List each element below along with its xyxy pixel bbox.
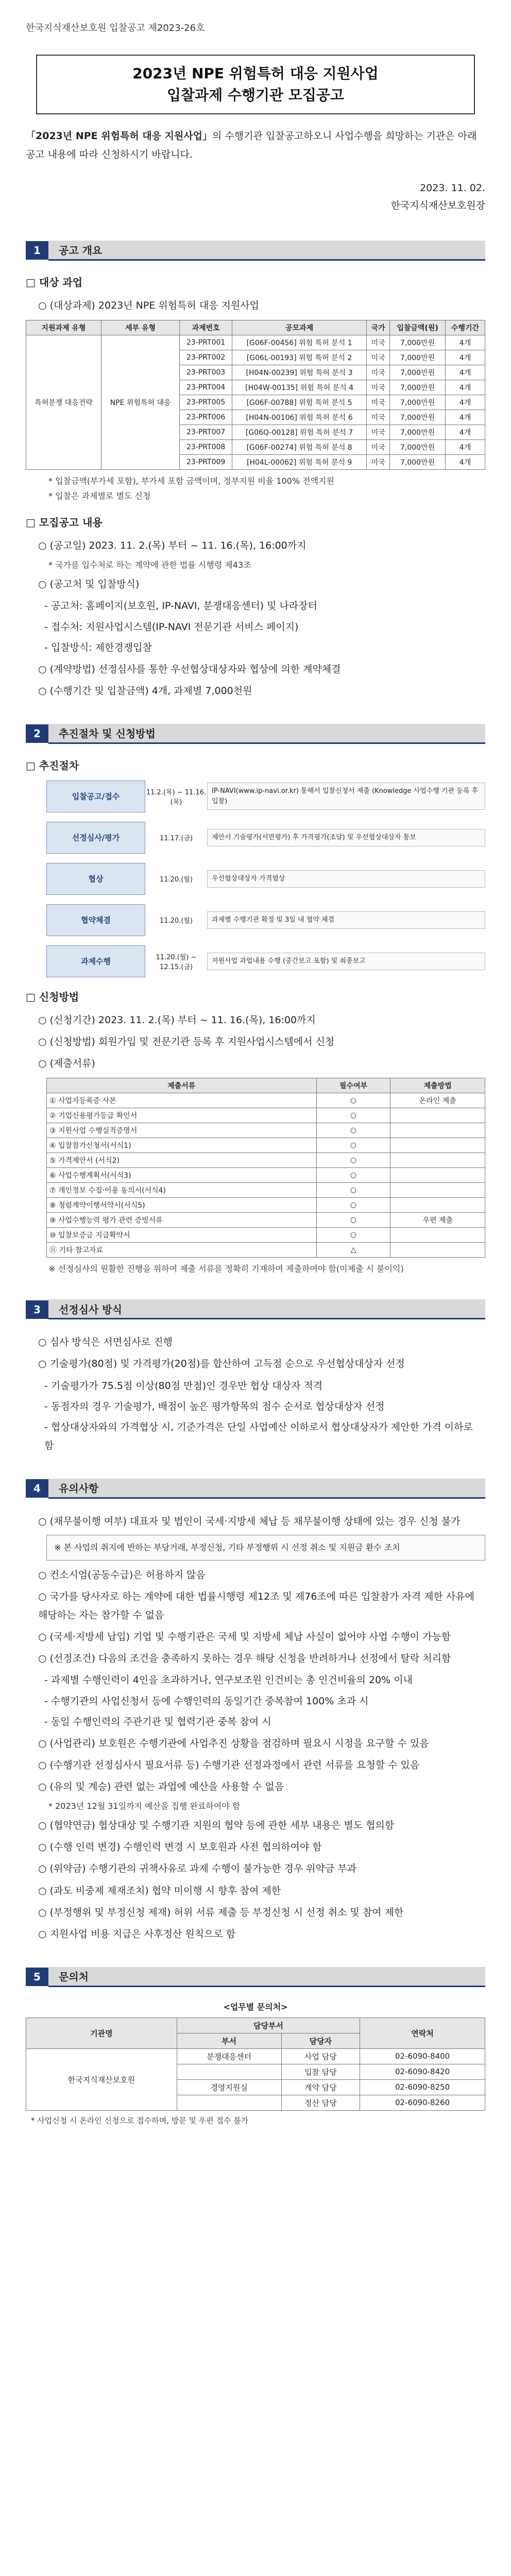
table-cell: 7,000만원 bbox=[390, 335, 446, 350]
table-cell: 입찰 담당 bbox=[281, 2064, 360, 2079]
table-cell: ⑦ 개인정보 수집·이용 동의서(서식4) bbox=[47, 1183, 317, 1198]
table-row bbox=[47, 1213, 485, 1228]
section-number: 4 bbox=[26, 1479, 48, 1498]
recruit-line: ○ (수행기간 및 입찰금액) 4개, 과제별 7,000천원 bbox=[38, 685, 252, 697]
table-cell: 4개 bbox=[446, 335, 485, 350]
table-cell: 미국 bbox=[367, 335, 390, 350]
recruit-line: ○ (공고처 및 입찰방식) bbox=[38, 579, 140, 590]
doc-note: ※ 선정심사의 원활한 진행을 위하여 제출 서류를 정확히 기재하여 제출하여야 함(미제출 시 불이익) bbox=[48, 1264, 404, 1274]
caution-box: ※ 본 사업의 취지에 반하는 부당거래, 부정신청, 기타 부정행위 시 선정 취소 및 지원금 환수 조치 bbox=[46, 1535, 485, 1561]
caution-line: ○ (유의 및 계승) 관련 없는 과업에 예산을 사용할 수 없음 bbox=[38, 1781, 284, 1792]
caution-line: - 수행기관의 사업신청서 등에 수행인력의 동일기간 중복참여 100% 초과 시 bbox=[44, 1695, 369, 1707]
table-cell: 02-6090-8420 bbox=[360, 2064, 485, 2079]
table-row bbox=[47, 1108, 485, 1123]
table-header: 과제번호 bbox=[180, 320, 232, 335]
table-cell: ○ bbox=[316, 1138, 390, 1153]
title-line-2: 입찰과제 수행기관 모집공고 bbox=[166, 87, 345, 104]
intro-paragraph bbox=[26, 127, 485, 164]
table-cell: 4개 bbox=[446, 380, 485, 395]
table-cell bbox=[390, 1153, 485, 1168]
table-cell: 4개 bbox=[446, 410, 485, 425]
table-cell: 23-PRT005 bbox=[180, 395, 232, 410]
table-header: 공모과제 bbox=[232, 320, 367, 335]
section-title: 문의처 bbox=[48, 1967, 485, 1987]
step-date: 11.20.(월) bbox=[159, 876, 193, 884]
table-cell: 미국 bbox=[367, 350, 390, 365]
target-title: □ 대상 과업 bbox=[26, 276, 83, 289]
step-desc: 제안서 기술평가(서면평가) 후 가격평가(조달) 및 우선협상대상자 통보 bbox=[207, 829, 485, 846]
table-header: 국가 bbox=[367, 320, 390, 335]
table-cell: 미국 bbox=[367, 425, 390, 439]
table-cell: 사업 담당 bbox=[281, 2048, 360, 2064]
table-cell: ④ 입찰참가신청서(서식1) bbox=[47, 1138, 317, 1153]
table-cell: [H04N-00106] 위험 특허 분석 6 bbox=[232, 410, 367, 425]
review-line: - 동점자의 경우 기술평가, 배점이 높은 평가항목의 점수 순서로 협상대상자 선정 bbox=[44, 1400, 385, 1412]
table-header: 연락처 bbox=[360, 2018, 485, 2048]
title-line-1: 2023년 NPE 위험특허 대응 지원사업 bbox=[132, 65, 379, 82]
table-header: 제출서류 bbox=[47, 1078, 317, 1093]
table-cell: 7,000만원 bbox=[390, 365, 446, 380]
section-number: 1 bbox=[26, 241, 48, 260]
table-row bbox=[26, 335, 485, 350]
table-cell: 4개 bbox=[446, 439, 485, 454]
table-cell: 7,000만원 bbox=[390, 410, 446, 425]
table-cell: 미국 bbox=[367, 380, 390, 395]
step-desc: IP-NAVI(www.ip-navi.or.kr) 통해서 입찰신청서 제출 (Knowledge 사업수행 기관 등록 후 입찰) bbox=[207, 783, 485, 810]
table-cell: 7,000만원 bbox=[390, 454, 446, 469]
table-cell: [G06F-00456] 위험 특허 분석 1 bbox=[232, 335, 367, 350]
table-cell: 02-6090-8400 bbox=[360, 2048, 485, 2064]
table-cell: 미국 bbox=[367, 395, 390, 410]
table-row bbox=[26, 2048, 485, 2064]
table-cell: [G06F-00274] 위험 특허 분석 8 bbox=[232, 439, 367, 454]
step-desc: 지원사업 과업내용 수행 (중간보고 포함) 및 최종보고 bbox=[207, 953, 485, 970]
apply-title: □ 신청방법 bbox=[26, 990, 79, 1003]
caution-line: - 동일 수행인력의 주관기관 및 협력기관 중복 참여 시 bbox=[44, 1716, 271, 1727]
caution-line: ○ (수행기관 선정심사시 필요서류 등) 수행기관 선정과정에서 관련 서류를 요청할 수 있음 bbox=[38, 1759, 420, 1771]
step-desc: 우선협상대상자 가격협상 bbox=[207, 870, 485, 888]
intro-text: 의 수행기관 입찰공고하오니 사업수행을 희망하는 기관은 아래 공고 내용에 따라 신청하시기 바랍니다. bbox=[26, 130, 477, 161]
caution-line: ○ (수행 인력 변경) 수행인력 변경 시 보호원과 사전 협의하여야 함 bbox=[38, 1841, 322, 1853]
table-cell bbox=[177, 2095, 281, 2110]
recruit-line: ○ (계약방법) 선정심사를 통한 우선협상대상자와 협상에 의한 계약체결 bbox=[38, 663, 341, 675]
caution-line: ○ (위약금) 수행기관의 귀책사유로 과제 수행이 불가능한 경우 위약금 부과 bbox=[38, 1863, 357, 1875]
contact-title: <업무별 문의처> bbox=[223, 2002, 288, 2012]
notice-number: 한국지식재산보호원 입찰공고 제2023-26호 bbox=[26, 23, 205, 33]
section-heading-3 bbox=[26, 1299, 485, 1319]
caution-line: ○ 지원사업 비용 지급은 사후정산 원칙으로 함 bbox=[38, 1928, 236, 1940]
contact-table bbox=[26, 2018, 485, 2111]
table-header: 세부 유형 bbox=[101, 320, 180, 335]
apply-line: ○ (신청방법) 회원가입 및 전문기관 등록 후 지원사업시스템에서 신청 bbox=[38, 1036, 335, 1047]
procedure-step bbox=[46, 863, 485, 895]
issuer-org: 한국지식재산보호원장 bbox=[390, 200, 485, 212]
contact-footnote: * 사업신청 시 온라인 신청으로 접수하며, 방문 및 우편 접수 불가 bbox=[31, 2115, 249, 2125]
document-table bbox=[46, 1078, 485, 1258]
section-heading-2 bbox=[26, 724, 485, 744]
table-row bbox=[47, 1198, 485, 1213]
table-row bbox=[47, 1183, 485, 1198]
table-cell: ① 사업자등록증 사본 bbox=[47, 1093, 317, 1108]
table-cell: [G06F-00788] 위험 특허 분석 5 bbox=[232, 395, 367, 410]
table-row bbox=[47, 1138, 485, 1153]
table-header: 필수여부 bbox=[316, 1078, 390, 1093]
table-cell: 경영지원실 bbox=[177, 2079, 281, 2095]
table-cell bbox=[177, 2064, 281, 2079]
table-cell: 23-PRT008 bbox=[180, 439, 232, 454]
table-cell: 02-6090-8260 bbox=[360, 2095, 485, 2110]
step-date: 11.2.(목) ~ 11.16.(목) bbox=[146, 788, 207, 806]
table-cell: ○ bbox=[316, 1108, 390, 1123]
procedure-step bbox=[46, 781, 485, 812]
table-cell: [G06Q-00128] 위험 특허 분석 7 bbox=[232, 425, 367, 439]
recruit-line: - 입찰방식: 제한경쟁입찰 bbox=[44, 641, 152, 653]
procedure-step bbox=[46, 904, 485, 936]
table-row bbox=[47, 1168, 485, 1183]
table-cell: 분쟁대응센터 bbox=[177, 2048, 281, 2064]
table-cell: 7,000만원 bbox=[390, 350, 446, 365]
table-cell bbox=[390, 1228, 485, 1243]
procedure-flow bbox=[46, 781, 485, 977]
caution-line: ○ (과도 비중제 제재조치) 협약 미이행 시 향후 참여 제한 bbox=[38, 1885, 281, 1896]
table-cell: 23-PRT004 bbox=[180, 380, 232, 395]
issue-date: 2023. 11. 02. bbox=[420, 182, 485, 194]
table-cell: 미국 bbox=[367, 439, 390, 454]
procedure-step bbox=[46, 822, 485, 854]
caution-line: ○ (부정행위 및 부정신청 제재) 허위 서류 제출 등 부정신청 시 선정 취소 및 참여 제한 bbox=[38, 1906, 404, 1918]
table-cell bbox=[390, 1243, 485, 1258]
table-row bbox=[47, 1093, 485, 1108]
review-line: - 협상대상자와의 가격협상 시, 기준가격은 단일 사업예산 이하로서 협상대상자가 제안한 가격 이하로 함 bbox=[44, 1421, 473, 1451]
issuer-block bbox=[26, 179, 485, 214]
section-heading-1 bbox=[26, 241, 485, 261]
table-cell: 온라인 제출 bbox=[390, 1093, 485, 1108]
caution-line: ○ (국세·지방세 납입) 기업 및 수행기관은 국세 및 지방세 체납 사실이 없어야 사업 수행이 가능함 bbox=[38, 1631, 451, 1643]
table-header: 담당자 bbox=[281, 2033, 360, 2048]
table-cell: 23-PRT002 bbox=[180, 350, 232, 365]
review-line: - 기술평가가 75.5점 이상(80점 만점)인 경우만 협상 대상자 적격 bbox=[44, 1380, 323, 1392]
table-cell bbox=[390, 1108, 485, 1123]
recruit-title: □ 모집공고 내용 bbox=[26, 516, 103, 529]
review-line: ○ 기술평가(80점) 및 가격평가(20점)를 합산하여 고득점 순으로 우선협상대상자 선정 bbox=[38, 1358, 405, 1370]
table-note: * 입찰금액(부가세 포함), 부가세 포함 금액이며, 정부지원 비율 100% 전액지원 bbox=[48, 476, 334, 486]
task-table bbox=[26, 320, 485, 470]
section-number: 2 bbox=[26, 724, 48, 743]
table-header: 제출방법 bbox=[390, 1078, 485, 1093]
table-cell: ⑤ 가격제안서 (서식2) bbox=[47, 1153, 317, 1168]
section-title: 추진절차 및 신청방법 bbox=[48, 724, 485, 744]
table-cell: ⑥ 사업수행계획서(서식3) bbox=[47, 1168, 317, 1183]
step-label: 선정심사/평가 bbox=[46, 822, 145, 854]
table-cell: 4개 bbox=[446, 350, 485, 365]
table-cell: 우편 제출 bbox=[390, 1213, 485, 1228]
table-cell: ○ bbox=[316, 1228, 390, 1243]
table-cell: ⑨ 사업수행능력 평가 관련 증빙서류 bbox=[47, 1213, 317, 1228]
caution-line: ○ (채무불이행 여부) 대표자 및 법인이 국세·지방세 체납 등 채무불이행 상태에 있는 경우 신청 불가 bbox=[38, 1515, 461, 1527]
table-cell: ○ bbox=[316, 1213, 390, 1228]
caution-line: ○ (협약연금) 협상대상 및 수행기관 지원의 협약 등에 관한 세부 내용은 별도 협의함 bbox=[38, 1820, 395, 1832]
table-row bbox=[47, 1243, 485, 1258]
table-cell: 4개 bbox=[446, 395, 485, 410]
table-cell: 23-PRT007 bbox=[180, 425, 232, 439]
table-cell: 02-6090-8250 bbox=[360, 2079, 485, 2095]
table-cell: [H04N-00239] 위험 특허 분석 3 bbox=[232, 365, 367, 380]
table-header: 기관명 bbox=[26, 2018, 177, 2048]
table-cell bbox=[390, 1123, 485, 1138]
table-header: 담당부서 bbox=[177, 2018, 360, 2033]
recruit-note: * 국가를 입수처로 하는 계약에 관한 법률 시행령 제43조 bbox=[48, 560, 251, 570]
apply-line: ○ (제출서류) bbox=[38, 1058, 95, 1070]
section-heading-4 bbox=[26, 1479, 485, 1499]
table-cell: 23-PRT001 bbox=[180, 335, 232, 350]
caution-line: - 과제별 수행인력이 4인을 초과하거나, 연구보조원 인건비는 총 인건비율의 20% 이내 bbox=[44, 1674, 413, 1686]
table-cell bbox=[390, 1198, 485, 1213]
table-cell: ⑪ 기타 참고자료 bbox=[47, 1243, 317, 1258]
step-date: 11.17.(금) bbox=[159, 835, 193, 843]
table-cell: 4개 bbox=[446, 425, 485, 439]
caution-line: ○ (선정조건) 다음의 조건을 충족하지 못하는 경우 해당 신청을 반려하거나 선정에서 탈락 처리함 bbox=[38, 1653, 451, 1665]
table-cell: 한국지식재산보호원 bbox=[26, 2048, 177, 2110]
table-cell: ○ bbox=[316, 1123, 390, 1138]
table-cell: NPE 위험특허 대응 bbox=[101, 335, 180, 469]
table-cell: ○ bbox=[316, 1168, 390, 1183]
section-title: 공고 개요 bbox=[48, 241, 485, 261]
caution-line: ○ 국가를 당사자로 하는 계약에 대한 법률시행령 제12조 및 제76조에 따른 입찰참가 자격 제한 사유에 해당하는 자는 참가할 수 없음 bbox=[38, 1591, 474, 1621]
section-number: 5 bbox=[26, 1968, 48, 1986]
table-cell: 계약 담당 bbox=[281, 2079, 360, 2095]
table-cell: ③ 지원사업 수행실적증명서 bbox=[47, 1123, 317, 1138]
table-cell: ○ bbox=[316, 1183, 390, 1198]
table-cell: 7,000만원 bbox=[390, 380, 446, 395]
table-header: 수행기간 bbox=[446, 320, 485, 335]
table-cell: 특허분쟁 대응전략 bbox=[26, 335, 101, 469]
table-cell bbox=[390, 1138, 485, 1153]
caution-line: ○ 컨소시엄(공동수급)은 허용하지 않음 bbox=[38, 1569, 206, 1581]
table-cell bbox=[390, 1183, 485, 1198]
table-cell: ⑩ 입찰보증금 지급확약서 bbox=[47, 1228, 317, 1243]
section-number: 3 bbox=[26, 1300, 48, 1319]
table-cell: 4개 bbox=[446, 454, 485, 469]
table-cell: 23-PRT003 bbox=[180, 365, 232, 380]
table-row bbox=[47, 1153, 485, 1168]
step-label: 입찰공고/접수 bbox=[46, 781, 145, 812]
table-row bbox=[47, 1123, 485, 1138]
table-cell bbox=[390, 1168, 485, 1183]
apply-line: ○ (신청기간) 2023. 11. 2.(목) 부터 ~ 11. 16.(목), 16:00까지 bbox=[38, 1014, 316, 1026]
table-cell: 4개 bbox=[446, 365, 485, 380]
step-desc: 과제별 수행기관 확정 및 3일 내 협약 체결 bbox=[207, 911, 485, 929]
table-cell: 23-PRT006 bbox=[180, 410, 232, 425]
recruit-line: ○ (공고일) 2023. 11. 2.(목) 부터 ~ 11. 16.(목), 16:00까지 bbox=[38, 540, 306, 552]
table-cell: 미국 bbox=[367, 410, 390, 425]
section-title: 선정심사 방식 bbox=[48, 1299, 485, 1319]
table-header: 지원과제 유형 bbox=[26, 320, 101, 335]
table-cell: ⑧ 청렴계약이행서약서(서식5) bbox=[47, 1198, 317, 1213]
table-cell: [H04W-00135] 위험 특허 분석 4 bbox=[232, 380, 367, 395]
table-cell: ○ bbox=[316, 1153, 390, 1168]
procedure-title: □ 추진절차 bbox=[26, 759, 79, 772]
table-cell: 7,000만원 bbox=[390, 395, 446, 410]
target-line: ○ (대상과제) 2023년 NPE 위험특허 대응 지원사업 bbox=[38, 299, 259, 311]
table-note: * 입찰은 과제별로 별도 신청 bbox=[48, 490, 151, 501]
section-title: 유의사항 bbox=[48, 1479, 485, 1499]
table-cell: 미국 bbox=[367, 365, 390, 380]
recruit-line: - 접수처: 지원사업시스템(IP-NAVI 전문기관 서비스 페이지) bbox=[44, 621, 299, 633]
table-cell: 정산 담당 bbox=[281, 2095, 360, 2110]
table-cell: [H04L-00062] 위험 특허 분석 9 bbox=[232, 454, 367, 469]
step-date: 11.20.(월) bbox=[159, 917, 193, 925]
table-cell: [G06L-00193] 위험 특허 분석 2 bbox=[232, 350, 367, 365]
table-cell: ○ bbox=[316, 1198, 390, 1213]
title-box bbox=[36, 55, 475, 114]
table-cell: 미국 bbox=[367, 454, 390, 469]
table-cell: 23-PRT009 bbox=[180, 454, 232, 469]
step-label: 협상 bbox=[46, 863, 145, 895]
table-cell: 7,000만원 bbox=[390, 439, 446, 454]
procedure-step bbox=[46, 945, 485, 977]
table-header: 부서 bbox=[177, 2033, 281, 2048]
table-row bbox=[47, 1228, 485, 1243]
step-date: 11.20.(월) ~ 12.15.(금) bbox=[156, 953, 197, 971]
step-label: 과제수행 bbox=[46, 945, 145, 977]
table-cell: ○ bbox=[316, 1093, 390, 1108]
table-cell: ② 기업신용평가등급 확인서 bbox=[47, 1108, 317, 1123]
table-cell: 7,000만원 bbox=[390, 425, 446, 439]
table-cell: △ bbox=[316, 1243, 390, 1258]
review-line: ○ 심사 방식은 서면심사로 진행 bbox=[38, 1336, 173, 1348]
section-heading-5 bbox=[26, 1967, 485, 1987]
intro-quote: 「2023년 NPE 위험특허 대응 지원사업」 bbox=[26, 130, 213, 142]
caution-line: ○ (사업관리) 보호원은 수행기관에 사업추진 상황을 점검하며 필요시 시정을 요구할 수 있음 bbox=[38, 1737, 429, 1749]
caution-note: * 2023년 12월 31일까지 예산을 집행 완료하여야 함 bbox=[48, 1801, 241, 1811]
step-label: 협약체결 bbox=[46, 904, 145, 936]
table-header: 입찰금액(원) bbox=[390, 320, 446, 335]
recruit-line: - 공고처: 홈페이지(보호원, IP-NAVI, 분쟁대응센터) 및 나라장터 bbox=[44, 600, 317, 612]
